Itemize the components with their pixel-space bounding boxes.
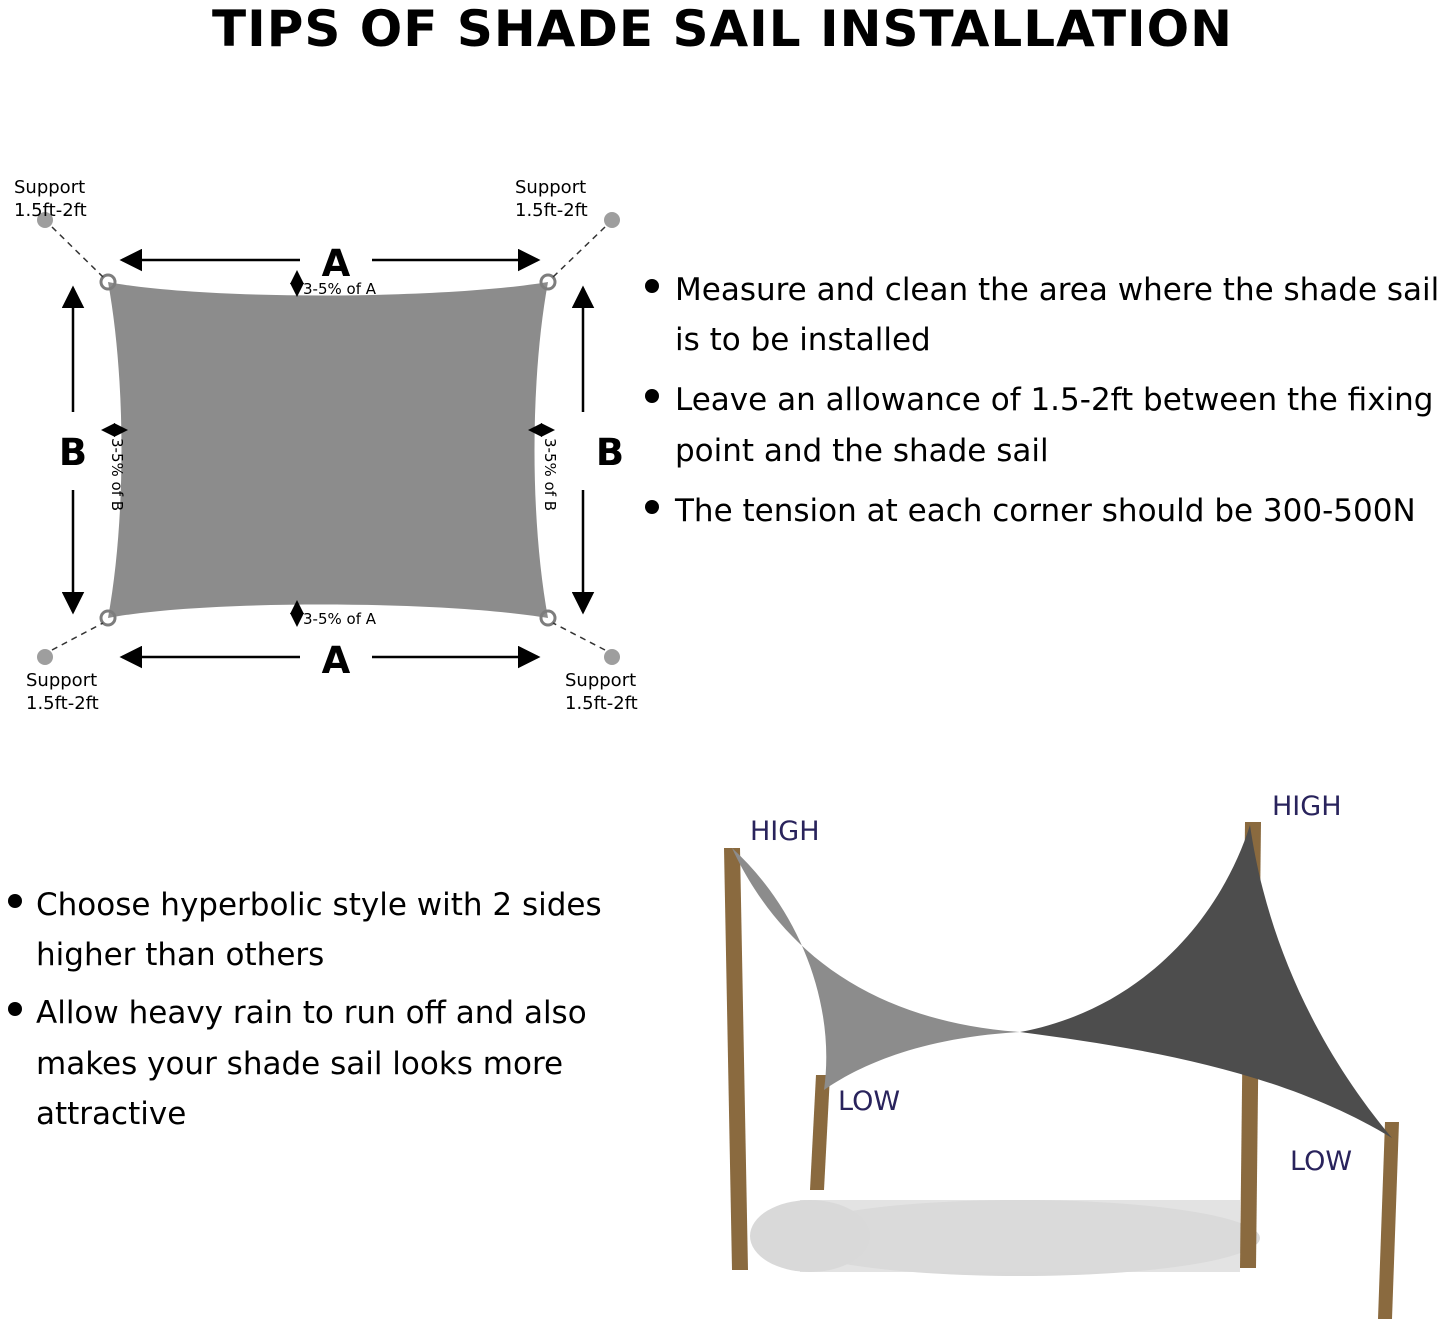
bullet-icon [8, 894, 22, 908]
high-right-label: HIGH [1272, 791, 1342, 822]
support-label-bottom-right [565, 670, 638, 715]
svg-text:3-5% of A: 3-5% of A [303, 280, 377, 298]
svg-text:B: B [58, 431, 88, 474]
support-label-line1: Support [515, 177, 587, 198]
support-label-line1: Support [14, 177, 86, 198]
tip-text: The tension at each corner should be 300-500N [675, 492, 1416, 529]
low-left-label: LOW [838, 1086, 901, 1117]
tip-text: Leave an allowance of 1.5-2ft between the fixing point and the shade sail [675, 382, 1434, 469]
style-tip-text: Allow heavy rain to run off and also makes your shade sail looks more attractive [36, 995, 587, 1132]
sail-shape [108, 282, 548, 618]
support-label-bottom-left [26, 670, 99, 715]
low-right-label: LOW [1290, 1146, 1353, 1177]
bullet-icon [8, 1002, 22, 1016]
support-label-top-left [14, 177, 87, 222]
high-left-label: HIGH [750, 816, 820, 847]
support-label-line1: Support [565, 670, 637, 691]
list-item [0, 988, 620, 1139]
installation-tips-list [645, 265, 1445, 546]
style-tip-text: Choose hyperbolic style with 2 sides higher than others [36, 887, 602, 974]
post-back-left [724, 848, 748, 1270]
bullet-icon [645, 389, 659, 403]
svg-text:3-5% of B: 3-5% of B [541, 438, 559, 512]
support-label-line2: 1.5ft-2ft [515, 199, 588, 221]
support-label-top-right [515, 177, 588, 222]
support-label-line2: 1.5ft-2ft [565, 692, 638, 714]
list-item [645, 375, 1445, 475]
post-front-right [1378, 1122, 1399, 1319]
page-title: TIPS OF SHADE SAIL INSTALLATION [211, 0, 1233, 58]
support-label-line2: 1.5ft-2ft [26, 692, 99, 714]
svg-text:A: A [321, 639, 351, 682]
post-front-left [810, 1075, 830, 1190]
svg-text:A: A [321, 242, 351, 285]
svg-text:3-5% of A: 3-5% of A [303, 610, 377, 628]
list-item [0, 880, 620, 980]
rect-sail-diagram [0, 160, 660, 740]
hyperbolic-sail-diagram [620, 770, 1445, 1319]
support-label-line2: 1.5ft-2ft [14, 199, 87, 221]
bullet-icon [645, 279, 659, 293]
list-item [645, 486, 1445, 536]
tip-text: Measure and clean the area where the shade sail is to be installed [675, 272, 1440, 359]
svg-text:B: B [595, 431, 625, 474]
support-label-line1: Support [26, 670, 98, 691]
svg-text:3-5% of B: 3-5% of B [108, 438, 126, 512]
bullet-icon [645, 500, 659, 514]
list-item [645, 265, 1445, 365]
style-tips-list [0, 880, 620, 1147]
